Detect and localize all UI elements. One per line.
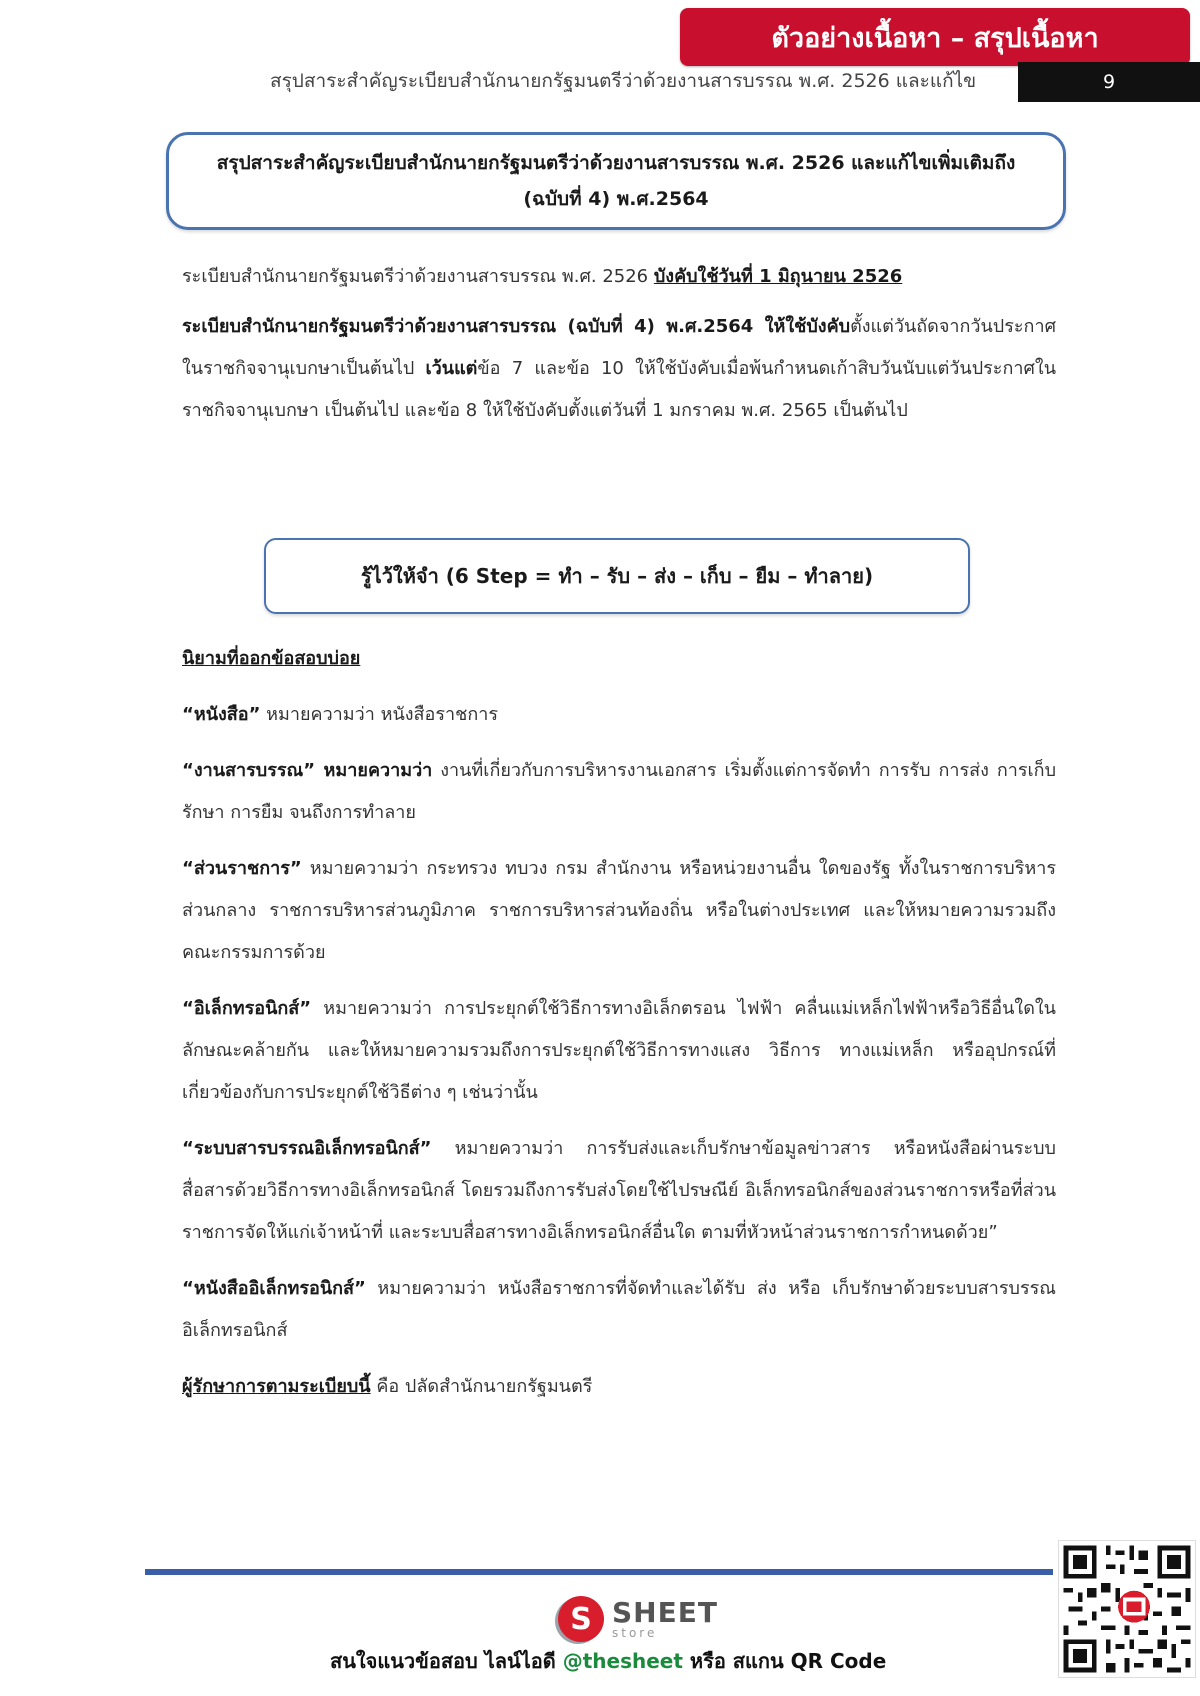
sheet-store-logo [558, 1593, 734, 1645]
amendment-paragraph [182, 306, 1056, 432]
definition-item [182, 694, 1056, 736]
logo-name: SHEET [612, 1596, 718, 1629]
definition-text: หมายความว่า กระทรวง ทบวง กรม สำนักงาน หรือหน่วยงานอื่น ใดของรัฐ ทั้งในราชการบริหารส่วนกลาง ราชการบริหารส่วนภูมิภาค ราชการบริหารส่วนท้องถิ่น หรือในต่างประเทศ และให้หมายความรวมถึงคณะกรรมการด้วย [182, 858, 1056, 963]
running-header: สรุปสาระสำคัญระเบียบสำนักนายกรัฐมนตรีว่าด้วยงานสารบรรณ พ.ศ. 2526 และแก้ไข [270, 70, 977, 92]
qr-code-icon[interactable] [1058, 1540, 1196, 1678]
amendment-bold-2: เว้นแต่ [425, 358, 478, 379]
definition-term: “ส่วนราชการ” [182, 858, 302, 879]
page-number: 9 [1018, 62, 1200, 102]
definition-item [182, 988, 1056, 1114]
definition-item [182, 848, 1056, 974]
enforcer-line [182, 1366, 1056, 1408]
definition-text: หมายความว่า การรับส่งและเก็บรักษาข้อมูลข่าวสาร หรือหนังสือผ่านระบบสื่อสารด้วยวิธีการทางอิเล็กทรอนิกส์ โดยรวมถึงการรับส่งโดยใช้ไปรษณีย์ อิเล็กทรอนิกส์ของส่วนราชการหรือที่ส่วนราชการจัดให้แก่เจ้าหน้าที่ และระบบสื่อสารทางอิเล็กทรอนิกส์อื่นใด ตามที่หัวหน้าส่วนราชการกำหนดด้วย” [182, 1138, 1056, 1243]
definition-term: “หนังสือ” [182, 704, 261, 725]
amendment-text-2: ข้อ 7 และข้อ 10 ให้ใช้บังคับเมื่อพ้นกำหนดเก้าสิบวันนับแต่วันประกาศในราชกิจจานุเบกษา เป็นต้นไป และข้อ 8 ให้ใช้บังคับตั้งแต่วันที่ 1 มกราคม พ.ศ. 2565 เป็นต้นไป [182, 358, 1056, 421]
title-line-1: สรุปสาระสำคัญระเบียบสำนักนายกรัฐมนตรีว่าด้วยงานสารบรรณ พ.ศ. 2526 และแก้ไขเพิ่มเติมถึง [216, 151, 1016, 174]
contact-prefix: สนใจแนวข้อสอบ ไลน์ไอดี [330, 1649, 563, 1673]
amendment-bold-1: ระเบียบสำนักนายกรัฐมนตรีว่าด้วยงานสารบรรณ (ฉบับที่ 4) พ.ศ.2564 ให้ใช้บังคับ [182, 316, 851, 337]
definitions-heading: นิยามที่ออกข้อสอบบ่อย [182, 648, 361, 669]
document-title-box [166, 132, 1066, 230]
definition-item [182, 1268, 1056, 1352]
footer-rule [145, 1569, 1053, 1575]
effective-date-paragraph [182, 256, 1056, 298]
enforcer-term: ผู้รักษาการตามระเบียบนี้ [182, 1376, 371, 1397]
line-id-link[interactable]: @thesheet [562, 1649, 683, 1673]
title-line-2: (ฉบับที่ 4) พ.ศ.2564 [523, 188, 709, 210]
logo-s-icon: S [558, 1596, 604, 1642]
definition-text: หมายความว่า หนังสือราชการที่จัดทำและได้รับ ส่ง หรือ เก็บรักษาด้วยระบบสารบรรณอิเล็กทรอนิกส์ [182, 1278, 1056, 1341]
amendment-text-1: ตั้งแต่วันถัดจากวันประกาศในราชกิจจานุเบกษาเป็นต้นไป [182, 316, 1056, 379]
definition-item [182, 750, 1056, 834]
logo-wordmark [612, 1596, 718, 1640]
definitions-section [182, 638, 1056, 1408]
definition-text: งานที่เกี่ยวกับการบริหารงานเอกสาร เริ่มตั้งแต่การจัดทำ การรับ การส่ง การเก็บรักษา การยืม จนถึงการทำลาย [182, 760, 1056, 823]
definition-term: “ระบบสารบรรณอิเล็กทรอนิกส์” [182, 1138, 432, 1159]
definition-text: หมายความว่า หนังสือราชการ [260, 704, 499, 725]
definition-text: หมายความว่า การประยุกต์ใช้วิธีการทางอิเล็กตรอน ไฟฟ้า คลื่นแม่เหล็กไฟฟ้าหรือวิธีอื่นใดในลักษณะคล้ายกัน และให้หมายความรวมถึงการประยุกต์ใช้วิธีการทางแสง วิธีการ ทางแม่เหล็ก หรืออุปกรณ์ที่เกี่ยวข้องกับการประยุกต์ใช้วิธีต่าง ๆ เช่นว่านั้น [182, 998, 1056, 1103]
definition-term: “หนังสืออิเล็กทรอนิกส์” [182, 1278, 366, 1299]
intro-section [182, 256, 1056, 432]
six-steps-box: รู้ไว้ให้จำ (6 Step = ทำ – รับ – ส่ง – เก็บ – ยืม – ทำลาย) [264, 538, 970, 614]
contact-suffix: หรือ สแกน QR Code [682, 1649, 887, 1673]
enforcer-text: คือ ปลัดสำนักนายกรัฐมนตรี [370, 1376, 593, 1397]
contact-note [330, 1645, 887, 1677]
logo-sub: store [612, 1626, 658, 1640]
effective-date-text: ระเบียบสำนักนายกรัฐมนตรีว่าด้วยงานสารบรรณ พ.ศ. 2526 [182, 266, 654, 287]
definition-item [182, 1128, 1056, 1254]
effective-date-bold: บังคับใช้วันที่ 1 มิถุนายน 2526 [653, 266, 903, 287]
definition-term: “อิเล็กทรอนิกส์” [182, 998, 312, 1019]
definition-term: “งานสารบรรณ” หมายความว่า [182, 760, 433, 781]
sample-content-badge: ตัวอย่างเนื้อหา – สรุปเนื้อหา [680, 8, 1190, 66]
